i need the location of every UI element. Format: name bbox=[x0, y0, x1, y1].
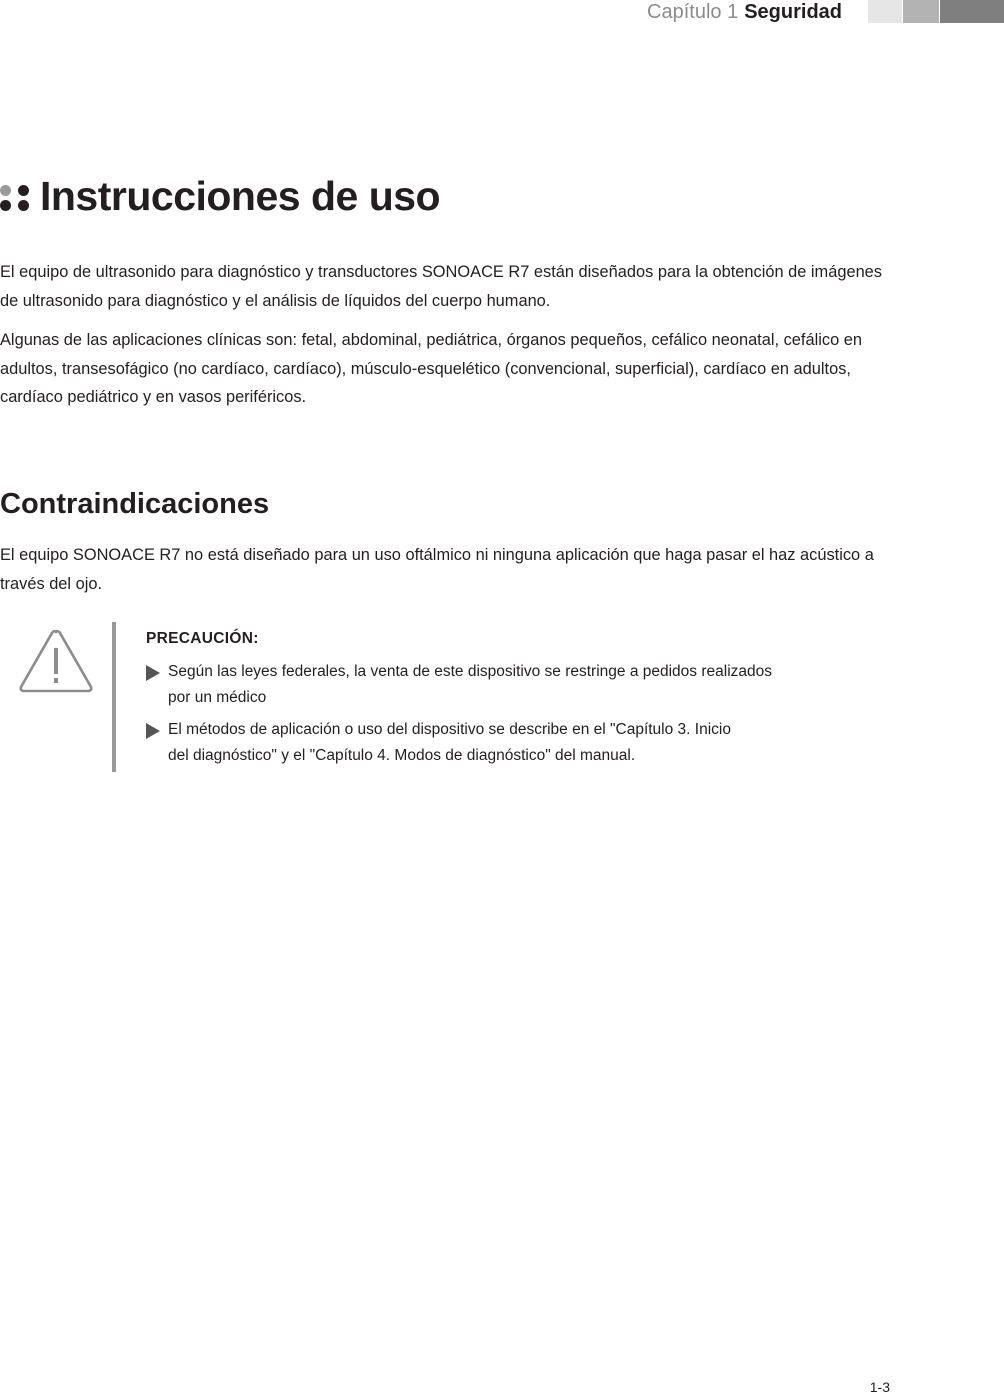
chapter-tab-mid bbox=[903, 0, 939, 23]
caution-item-line: por un médico bbox=[168, 689, 267, 706]
caution-box bbox=[0, 622, 900, 772]
chapter-header bbox=[560, 0, 842, 26]
caution-item-line: El métodos de aplicación o uso del dispositivo se describe en el "Capítulo 3. Inicio bbox=[168, 721, 731, 738]
chapter-number: Capítulo 1 bbox=[647, 1, 739, 23]
chapter-tab-dark bbox=[940, 0, 1004, 23]
caution-divider bbox=[112, 622, 116, 772]
page-number: 1-3 bbox=[869, 1379, 890, 1395]
chapter-tab-light bbox=[868, 0, 902, 23]
intended-use-paragraph: El equipo de ultrasonido para diagnóstico y transductores SONOACE R7 están diseñados para la obtención de imágenes de ultrasonido para diagnóstico y el análisis de líquidos del cuerpo humano. bbox=[0, 263, 882, 310]
caution-title: PRECAUCIÓN: bbox=[146, 630, 259, 647]
warning-triangle-icon bbox=[18, 628, 94, 694]
caution-item bbox=[146, 659, 846, 711]
triangle-bullet-icon bbox=[146, 665, 160, 681]
triangle-bullet-icon bbox=[146, 723, 160, 739]
caution-item-line: del diagnóstico" y el "Capítulo 4. Modos de diagnóstico" del manual. bbox=[168, 747, 636, 764]
contraindications-heading: Contraindicaciones bbox=[0, 488, 270, 520]
four-dots-icon bbox=[0, 179, 36, 213]
caution-item-line: Según las leyes federales, la venta de este dispositivo se restringe a pedidos realizados bbox=[168, 663, 773, 680]
section-title bbox=[0, 168, 440, 224]
section-title-text: Instrucciones de uso bbox=[40, 172, 441, 219]
clinical-applications-paragraph: Algunas de las aplicaciones clínicas son: fetal, abdominal, pediátrica, órganos pequeños, cefálico neonatal, cefálico en adultos, transesofágico (no cardíaco, cardíaco), músculo-esquelético (convencional, superficial), cardíaco en adultos, cardíaco pediátrico y en vasos periféricos. bbox=[0, 331, 862, 406]
chapter-name: Seguridad bbox=[744, 1, 842, 23]
caution-item bbox=[146, 717, 846, 769]
contraindications-paragraph: El equipo SONOACE R7 no está diseñado para un uso oftálmico ni ninguna aplicación que haga pasar el haz acústico a través del ojo. bbox=[0, 546, 874, 593]
